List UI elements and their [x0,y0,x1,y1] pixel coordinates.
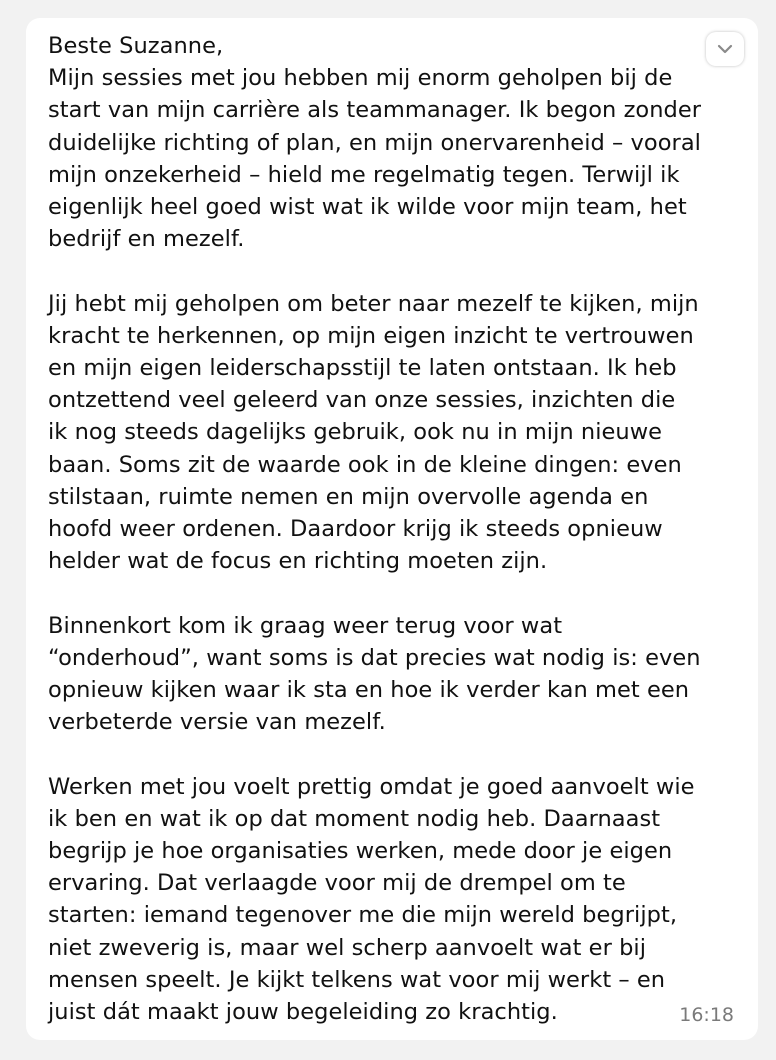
message-bubble[interactable] [26,18,758,1040]
message-paragraph-4 [48,771,748,1029]
message-line: en mijn eigen leiderschapsstijl te laten ontstaan. Ik heb [48,355,677,382]
message-paragraph-3 [48,610,748,739]
message-line: baan. Soms zit de waarde ook in de kleine dingen: even [48,451,682,478]
message-line: Beste Suzanne, [48,33,224,59]
message-line: verbeterde versie van mezelf. [48,709,386,736]
message-paragraph-2 [48,288,748,578]
message-line: “onderhoud”, want soms is dat precies wat nodig is: even [48,644,701,671]
message-timestamp: 16:18 [679,1004,734,1026]
message-paragraph-1 [48,30,748,255]
message-line: helder wat de focus en richting moeten zijn. [48,548,548,575]
message-line: eigenlijk heel goed wist wat ik wilde voor mijn team, het [48,194,687,221]
message-line: bedrijf en mezelf. [48,226,245,253]
message-line: opnieuw kijken waar ik sta en hoe ik verder kan met een [48,677,690,704]
message-line: Mijn sessies met jou hebben mij enorm geholpen bij de [48,65,673,92]
message-line: Jij hebt mij geholpen om beter naar mezelf te kijken, mijn [48,290,699,317]
message-line: starten: iemand tegenover me die mijn wereld begrijpt, [48,902,678,929]
message-line: start van mijn carrière als teammanager. Ik begon zonder [48,97,702,124]
message-line: ontzettend veel geleerd van onze sessies, inzichten die [48,387,676,414]
message-line: ik ben en wat ik op dat moment nodig heb. Daarnaast [48,805,661,832]
message-line: Binnenkort kom ik graag weer terug voor wat [48,612,563,639]
message-line: Werken met jou voelt prettig omdat je goed aanvoelt wie [48,773,695,800]
message-line: ik nog steeds dagelijks gebruik, ook nu in mijn nieuwe [48,419,663,446]
message-line: hoofd weer ordenen. Daardoor krijg ik steeds opnieuw [48,516,663,543]
message-line: ervaring. Dat verlaagde voor mij de drempel om te [48,870,626,897]
message-line: mensen speelt. Je kijkt telkens wat voor mij werkt – en [48,966,666,993]
message-line: duidelijke richting of plan, en mijn onervarenheid – vooral [48,129,701,156]
message-line: juist dát maakt jouw begeleiding zo krachtig. [48,999,558,1026]
chevron-down-icon [717,44,733,54]
message-line: mijn onzekerheid – hield me regelmatig tegen. Terwijl ik [48,161,680,188]
message-line: begrijp je hoe organisaties werken, mede door je eigen [48,838,673,865]
message-options-button[interactable] [706,32,744,66]
message-line: kracht te herkennen, op mijn eigen inzicht te vertrouwen [48,322,694,349]
message-text [48,30,748,1028]
message-line: stilstaan, ruimte nemen en mijn overvolle agenda en [48,483,649,510]
message-line: niet zweverig is, maar wel scherp aanvoelt wat er bij [48,934,647,961]
